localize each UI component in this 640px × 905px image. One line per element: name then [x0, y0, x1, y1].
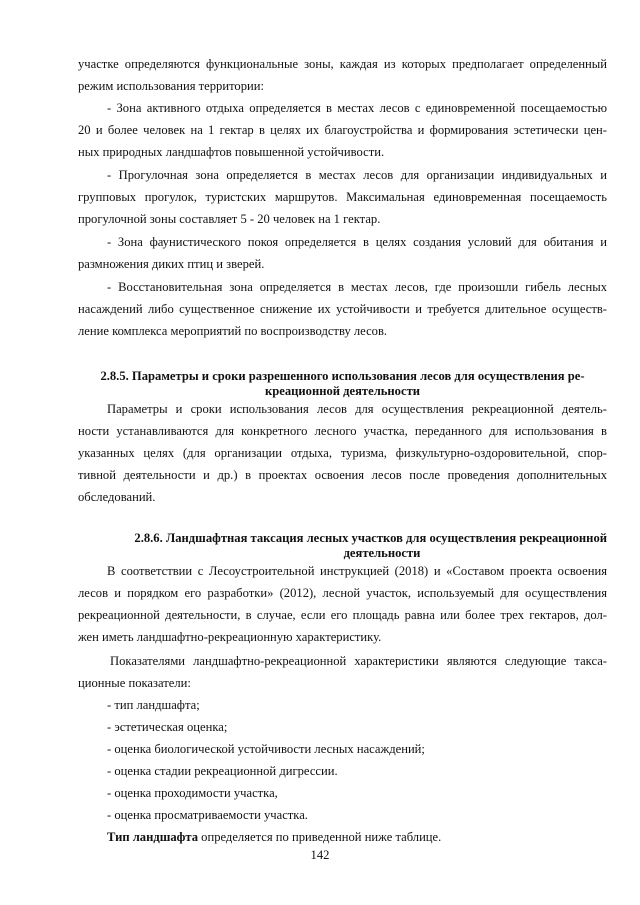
- paragraph-line: размножения диких птиц и зверей.: [78, 257, 265, 271]
- paragraph-line: лесов и порядком его разработки» (2012), лесной участок, используемый для осуществления: [78, 586, 607, 600]
- section-heading-2-8-6: 2.8.6. Ландшафтная таксация лесных участков для осуществления рекреационной: [134, 531, 607, 545]
- landscape-type-text: определяется по приведенной ниже таблице.: [198, 830, 442, 844]
- zone-restoration-line: - Восстановительная зона определяется в местах лесов, где произошли гибель лесных: [107, 280, 607, 294]
- list-item: - оценка биологической устойчивости лесных насаждений;: [107, 742, 425, 756]
- paragraph-line: ление комплекса мероприятий по воспроизводству лесов.: [78, 324, 388, 338]
- paragraph-line: групповых прогулок, туристских маршрутов. Максимальная единовременная посещаемость: [78, 190, 607, 204]
- list-item: - оценка просматриваемости участка.: [107, 808, 308, 822]
- zone-walking-line: - Прогулочная зона определяется в местах лесов для организации индивидуальных и: [107, 168, 607, 182]
- page-number: 142: [310, 848, 330, 862]
- paragraph-line: жен иметь ландшафтно-рекреационную характеристику.: [78, 630, 382, 644]
- zone-active-line: - Зона активного отдыха определяется в местах лесов с единовременной посещаемостью: [107, 101, 607, 115]
- section-heading-2-8-5-cont: креационной деятельности: [264, 384, 421, 398]
- paragraph-line: режим использования территории:: [78, 79, 264, 93]
- list-item: - оценка проходимости участка,: [107, 786, 278, 800]
- list-item: - тип ландшафта;: [107, 698, 200, 712]
- paragraph-line: тивной деятельности и др.) в проектах освоения лесов после проведения дополнительных: [78, 468, 607, 482]
- paragraph-line: прогулочной зоны составляет 5 - 20 человек на 1 гектар.: [78, 212, 381, 226]
- list-item: - оценка стадии рекреационной дигрессии.: [107, 764, 338, 778]
- paragraph-line: [107, 829, 441, 845]
- landscape-type-term: Тип ландшафта: [107, 830, 199, 844]
- paragraph-line: рекреационной деятельности, в случае, если его площадь равна или более трех гектаров, дол-: [78, 608, 607, 622]
- paragraph-line: Параметры и сроки использования лесов для осуществления рекреационной деятель-: [107, 402, 607, 416]
- zone-fauna-line: - Зона фаунистического покоя определяется в целях создания условий для обитания и: [107, 235, 607, 249]
- paragraph-line: участке определяются функциональные зоны, каждая из которых предполагает определенный: [78, 57, 607, 71]
- paragraph-line: обследований.: [78, 490, 156, 504]
- paragraph-line: 20 и более человек на 1 гектар в целях их благоустройства и формирования эстетически цен-: [78, 123, 607, 137]
- list-item: - эстетическая оценка;: [107, 720, 228, 734]
- section-heading-2-8-6-cont: деятельности: [343, 546, 421, 560]
- paragraph-line: ности устанавливаются для конкретного лесного участка, переданного для использования в: [78, 424, 607, 438]
- paragraph-line: ных природных ландшафтов повышенной устойчивости.: [78, 145, 385, 159]
- section-heading-2-8-5: 2.8.5. Параметры и сроки разрешенного использования лесов для осуществления ре-: [100, 369, 585, 383]
- paragraph-line: Показателями ландшафтно-рекреационной характеристики являются следующие такса-: [110, 654, 607, 668]
- paragraph-line: насаждений либо существенное снижение их устойчивости и требуется длительное осуществ-: [78, 302, 607, 316]
- paragraph-line: В соответствии с Лесоустроительной инструкцией (2018) и «Составом проекта освоения: [107, 564, 607, 578]
- paragraph-line: ционные показатели:: [78, 676, 191, 690]
- paragraph-line: указанных целях (для организации отдыха, туризма, физкультурно-оздоровительной, спор-: [78, 446, 607, 460]
